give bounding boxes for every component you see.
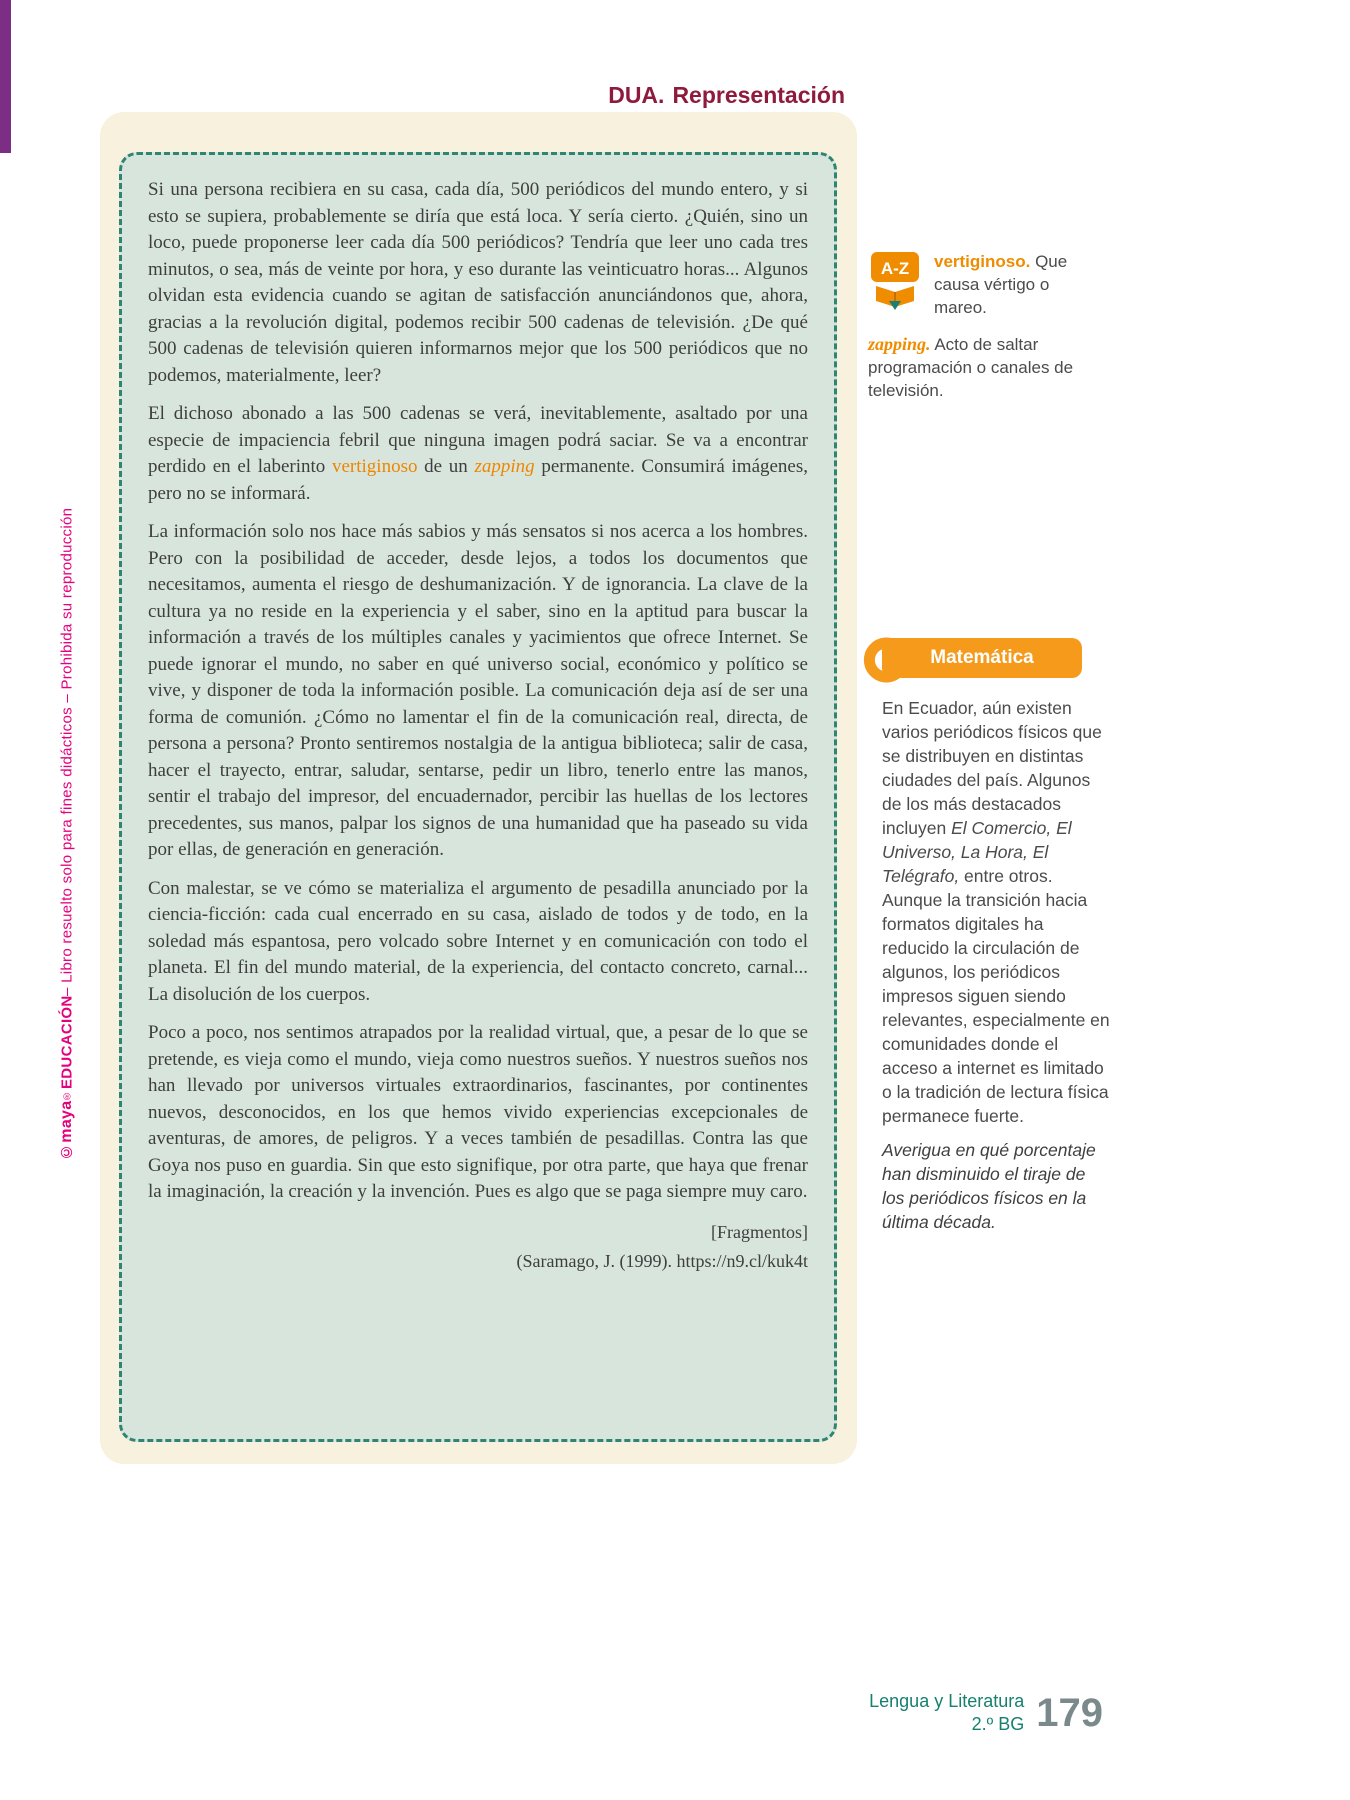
- paragraph-2-text: de un: [417, 456, 475, 477]
- dua-section-header: [608, 82, 845, 109]
- paragraph-2-text: El dichoso abonado a las 500 cadenas se verá, inevitablemente, asaltado por una especie de impaciencia febril que ninguna imagen podrá saciar. Se va a encontrar perdido en el laberinto: [148, 403, 808, 477]
- paragraph-2: [148, 401, 808, 507]
- highlighted-term-vertiginoso: vertiginoso: [331, 456, 418, 477]
- credit-legal-text: – Libro resuelto solo para fines didácticos – Prohibida su reproducción: [58, 507, 76, 996]
- glossary-definition-1: Que causa vértigo o mareo.: [934, 252, 1068, 317]
- reading-body: [148, 177, 808, 1206]
- newspaper-names-italic: El Comercio, El Universo, La Hora, El Telégrafo,: [882, 818, 1072, 886]
- paragraph-1: Si una persona recibiera en su casa, cada día, 500 periódicos del mundo entero, y si esto se supiera, probablemente se diría que está loca. Y sería cierto. ¿Quién, sino un loco, puede proponerse leer cada día 500 periódicos? Tendría que leer uno cada tres minutos, o sea, más de veinte por hora, y eso durante las veinticuatro horas... Algunos olvidan esta evidencia cuando se agitan de satisfacción anunciándonos que, ahora, gracias a la revolución digital, podemos recibir 500 cadenas de televisión. ¿De qué 500 cadenas de televisión quieren informarnos mejor que los 500 periódicos que no podemos, materialmente, leer?: [148, 179, 808, 386]
- paragraph-4: Con malestar, se ve cómo se materializa el argumento de pesadilla anunciado por la ciencia-ficción: cada cual encerrado en su casa, aislado de todos y de todo, en la soledad más espantosa, pero volcado sobre Internet y en comunicación con todo el planeta. El fin del mundo material, de la experiencia, del contacto concreto, carnal... La disolución de los cuerpos.: [148, 877, 808, 1005]
- glossary-entry-2: [868, 333, 1090, 402]
- footer-grade: 2.º BG: [971, 1714, 1025, 1734]
- glossary-sidebar: [868, 250, 1090, 402]
- fragments-note: [Fragmentos]: [711, 1221, 808, 1242]
- publisher-name: EDUCACIÓN: [58, 995, 76, 1090]
- reading-text-box: [119, 152, 837, 1442]
- math-task-prompt: Averigua en qué porcentaje han disminuido el tiraje de los periódicos físicos en la última década.: [882, 1140, 1096, 1232]
- publisher-credit-vertical: [58, 418, 76, 1160]
- glossary-term-2: zapping.: [868, 334, 931, 354]
- dictionary-az-icon: [868, 250, 922, 310]
- paragraph-5: Poco a poco, nos sentimos atrapados por la realidad virtual, que, a pesar de lo que se pretende, es vieja como el mundo, vieja como nuestros sueños. Y nuestros sueños nos han llevado por universos virtuales extraordinarios, fascinantes, por continentes nuevos, desconocidos, en los que hemos vivido experiencias excepcionales de aventuras, de amores, de peligros. Y a veces también de pesadillas. Contra las que Goya nos puso en guardia. Sin que esto signifique, por otra parte, que haya que frenar la imaginación, la creación y la invención. Pues es algo que se paga siempre muy caro.: [148, 1022, 808, 1202]
- svg-text:A-Z: A-Z: [880, 259, 910, 278]
- paragraph-2-text: permanente. Consumirá imágenes, pero no se informará.: [148, 456, 809, 504]
- glossary-definition-2: Acto de saltar programación o canales de televisión.: [868, 335, 1074, 400]
- paragraph-3: La información solo nos hace más sabios y más sensatos si nos acerca a los hombres. Pero con la posibilidad de acceder, desde lejos, a todos los documentos que necesitamos, aumenta el riesgo de deshumanización. Y de ignorancia. La clave de la cultura ya no reside en la experiencia y el saber, sino en la aptitud para buscar la información a través de los múltiples canales y yacimientos que ofrece Internet. Se puede ignorar el mundo, no saber en qué universo social, económico y político se vive, y disponer de toda la información posible. La comunicación deja así de ser una forma de comunión. ¿Cómo no lamentar el fin de la comunicación real, directa, de persona a persona? Pronto sentiremos nostalgia de la antigua biblioteca; salir de casa, hacer el trayecto, entrar, saludar, sentarse, pedir un libro, tenerlo entre las manos, sentir el trabajo del impresor, del encuadernador, percibir las huellas de los lectores precedentes, sus manos, palpar los signos de una humanidad que ha paseado su vida por ellas, de generación en generación.: [148, 521, 808, 860]
- footer-subject-grade: [869, 1690, 1024, 1736]
- page-footer: [869, 1690, 1103, 1736]
- citation-line: (Saramago, J. (1999). https://n9.cl/kuk4t: [516, 1250, 808, 1271]
- purple-corner-bar: [0, 0, 11, 153]
- glossary-entry-1: [934, 250, 1090, 319]
- glossary-term-1: vertiginoso.: [934, 252, 1031, 271]
- interdisciplinary-math-box: [858, 636, 1110, 1234]
- math-body-text: entre otros. Aunque la transición hacia formatos digitales ha reducido la circulación de algunos, los periódicos impresos siguen siendo relevantes, especialmente en comunidades donde el acceso a internet es limitado o la tradición de lectura física permanece fuerte.: [882, 866, 1110, 1126]
- math-box-title: Matemática: [882, 638, 1082, 678]
- publisher-logo-text: ©maya: [58, 1100, 75, 1160]
- source-attribution: [148, 1218, 808, 1276]
- dua-label: Representación: [672, 82, 845, 108]
- math-box-body: [882, 696, 1112, 1128]
- math-body-text: En Ecuador, aún existen varios periódicos físicos que se distribuyen en distintas ciudades del país. Algunos de los más destacados incluyen: [882, 698, 1102, 838]
- page-number: 179: [1036, 1691, 1103, 1735]
- dua-tag: DUA.: [608, 82, 665, 108]
- highlighted-term-zapping: zapping: [474, 456, 535, 477]
- registered-mark: ®: [61, 1089, 73, 1101]
- footer-subject: Lengua y Literatura: [869, 1691, 1025, 1711]
